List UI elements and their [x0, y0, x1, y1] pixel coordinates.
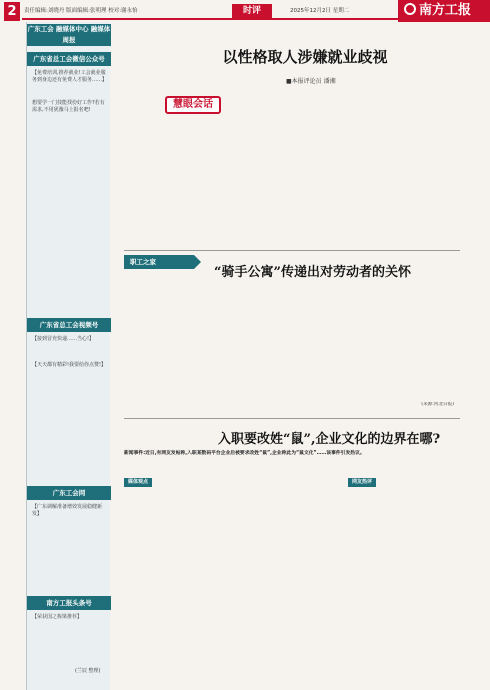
sidebar-item[interactable]: 【接到冒充快递……当心!】 [32, 336, 95, 342]
issue-date: 2025年12月2日 星期二 [290, 8, 350, 14]
article-body-column [346, 282, 454, 410]
article-body-column [346, 492, 454, 682]
page-number: 2 [4, 2, 20, 21]
article-body-column [234, 492, 340, 682]
section-tag: 时评 [232, 4, 272, 18]
article-body-column [234, 282, 340, 410]
article-byline: ■本报评论员 潘湘 [286, 78, 336, 85]
article-lead: 新闻事件:近日,有网友发帖称,入职某数码平台企业后被要求改姓“鼠”,企业称此为“鼠文化”……该事件引发热议。 [124, 451, 365, 456]
article-source: (来源:河北日报) [421, 402, 454, 407]
column-tag: 媒体观点 [124, 478, 152, 487]
sidebar-section-title: 南方工报头条号 [27, 596, 111, 610]
sidebar-section-title: 广东省总工会视频号 [27, 318, 111, 332]
column-badge: 慧眼会话 [165, 96, 221, 114]
sidebar [26, 22, 110, 690]
article-body-column [124, 120, 228, 244]
article-title[interactable]: 以性格取人涉嫌就业歧视 [222, 48, 388, 66]
sidebar-item[interactable]: 【免费培训,推荐就业!工会就业服务到身边还有免费人才服务……】 [32, 70, 108, 83]
logo-icon [404, 3, 416, 15]
article-body-column [124, 282, 228, 410]
column-badge: 职工之家 [124, 255, 194, 269]
article-body-column [346, 86, 454, 246]
sidebar-footer: (兰辰 整理) [75, 668, 101, 674]
article-body-column [124, 492, 228, 682]
sidebar-section-title: 广东工会网 [27, 486, 111, 500]
brand-logo [398, 0, 490, 22]
column-tag: 网友热评 [348, 478, 376, 487]
article-title[interactable]: 入职要改姓“鼠”,企业文化的边界在哪? [218, 432, 441, 447]
divider [124, 250, 460, 251]
sidebar-section-title: 广东省总工会微信公众号 [27, 52, 111, 66]
article-title[interactable]: “骑手公寓”传递出对劳动者的关怀 [214, 265, 411, 280]
sidebar-item[interactable]: 【天天都有精彩!我要给你点赞!】 [32, 362, 107, 368]
header-rule [22, 18, 398, 20]
divider [124, 418, 460, 419]
article-body-column [234, 86, 340, 246]
brand-name: 南方工报 [419, 3, 472, 18]
sidebar-banner: 广东工会 融媒体中心 融媒体周报 [27, 25, 111, 44]
sidebar-item[interactable]: 想要学一门技能找份好工作?若有需求,不用犹豫马上报名吧! [32, 100, 105, 113]
sidebar-item[interactable]: 【广东调解准备增效发展稳健新发】 [32, 504, 103, 517]
editor-credits: 责任编辑:刘晓丹 版面编辑:张明理 校对:谢永怡 [24, 8, 138, 14]
sidebar-item[interactable]: 【荣获国之栋梁推荐】 [32, 614, 83, 620]
